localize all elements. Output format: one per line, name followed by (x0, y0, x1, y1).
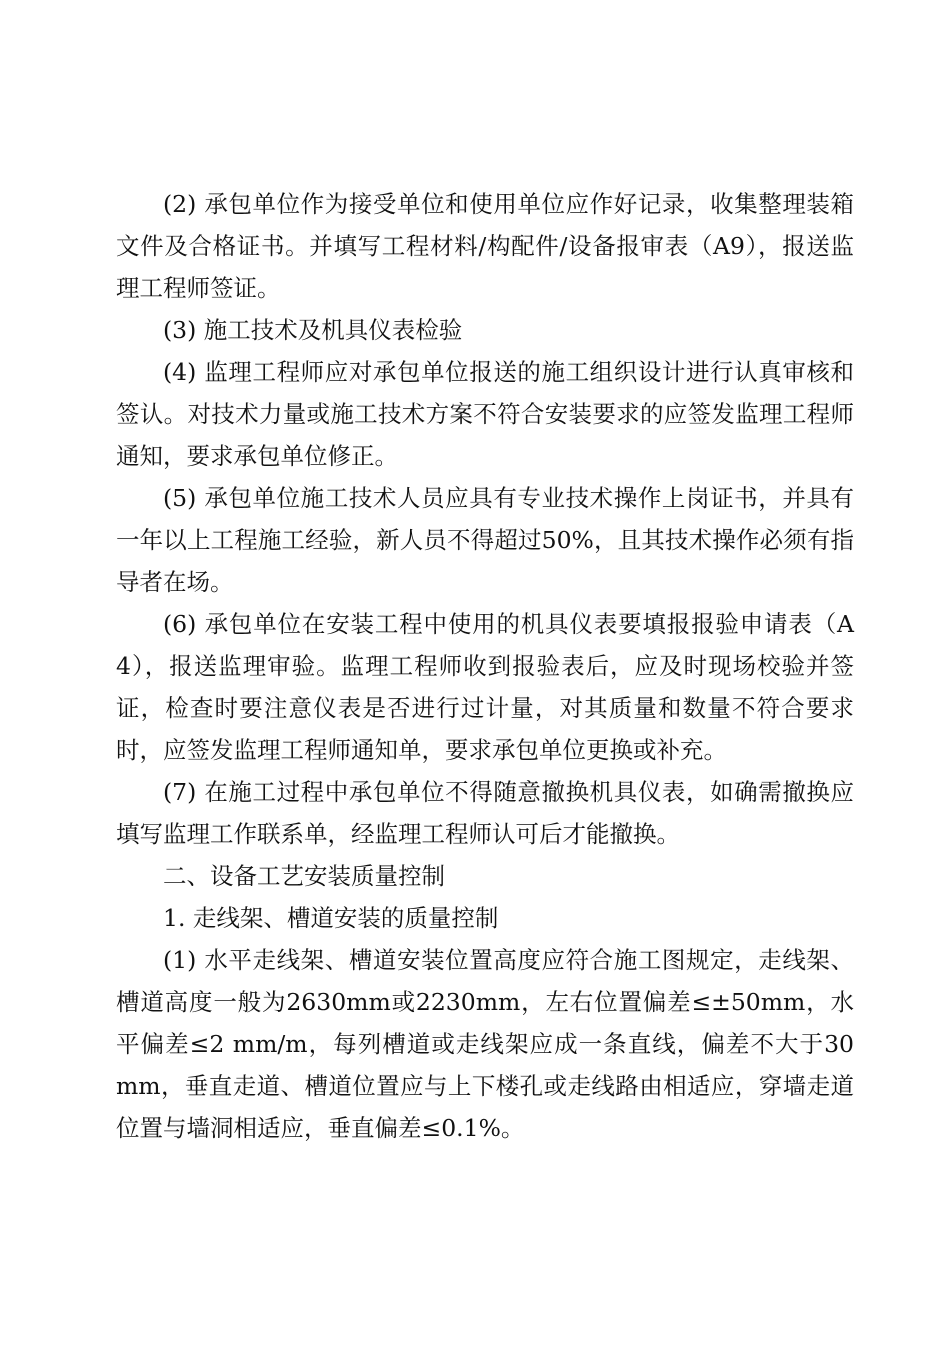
section-heading-inspection: (3) 施工技术及机具仪表检验 (163, 316, 463, 344)
paragraph-item-7: (7) 在施工过程中承包单位不得随意撤换机具仪表，如确需撤换应填写监理工作联系单，经监理工程师认可后才能撤换。 (116, 778, 854, 848)
paragraph-item-4: (4) 监理工程师应对承包单位报送的施工组织设计进行认真审核和签认。对技术力量或施工技术方案不符合安装要求的应签发监理工程师通知，要求承包单位修正。 (116, 358, 854, 470)
paragraph-item-2: (2) 承包单位作为接受单位和使用单位应作好记录，收集整理装箱文件及合格证书。并填写工程材料/构配件/设备报审表（A9），报送监理工程师签证。 (116, 190, 854, 302)
document-body (116, 183, 854, 1149)
section-heading-equipment: 二、设备工艺安装质量控制 (163, 862, 445, 890)
paragraph-item-6: (6) 承包单位在安装工程中使用的机具仪表要填报报验申请表（A4），报送监理审验。监理工程师收到报验表后，应及时现场校验并签证，检查时要注意仪表是否进行过计量，对其质量和数量不符合要求时，应签发监理工程师通知单，要求承包单位更换或补充。 (116, 610, 854, 764)
paragraph-item-5: (5) 承包单位施工技术人员应具有专业技术操作上岗证书，并具有一年以上工程施工经验，新人员不得超过50%，且其技术操作必须有指导者在场。 (116, 484, 854, 596)
subsection-heading-cable-rack: 1. 走线架、槽道安装的质量控制 (163, 904, 499, 932)
paragraph-item-1: (1) 水平走线架、槽道安装位置高度应符合施工图规定，走线架、槽道高度一般为2630mm或2230mm，左右位置偏差≤±50mm，水平偏差≤2 mm/m，每列槽道或走线架应成一条直线，偏差不大于30 mm，垂直走道、槽道位置应与上下楼孔或走线路由相适应，穿墙走道位置与墙洞相适应，垂直偏差≤0.1%。 (116, 946, 854, 1142)
